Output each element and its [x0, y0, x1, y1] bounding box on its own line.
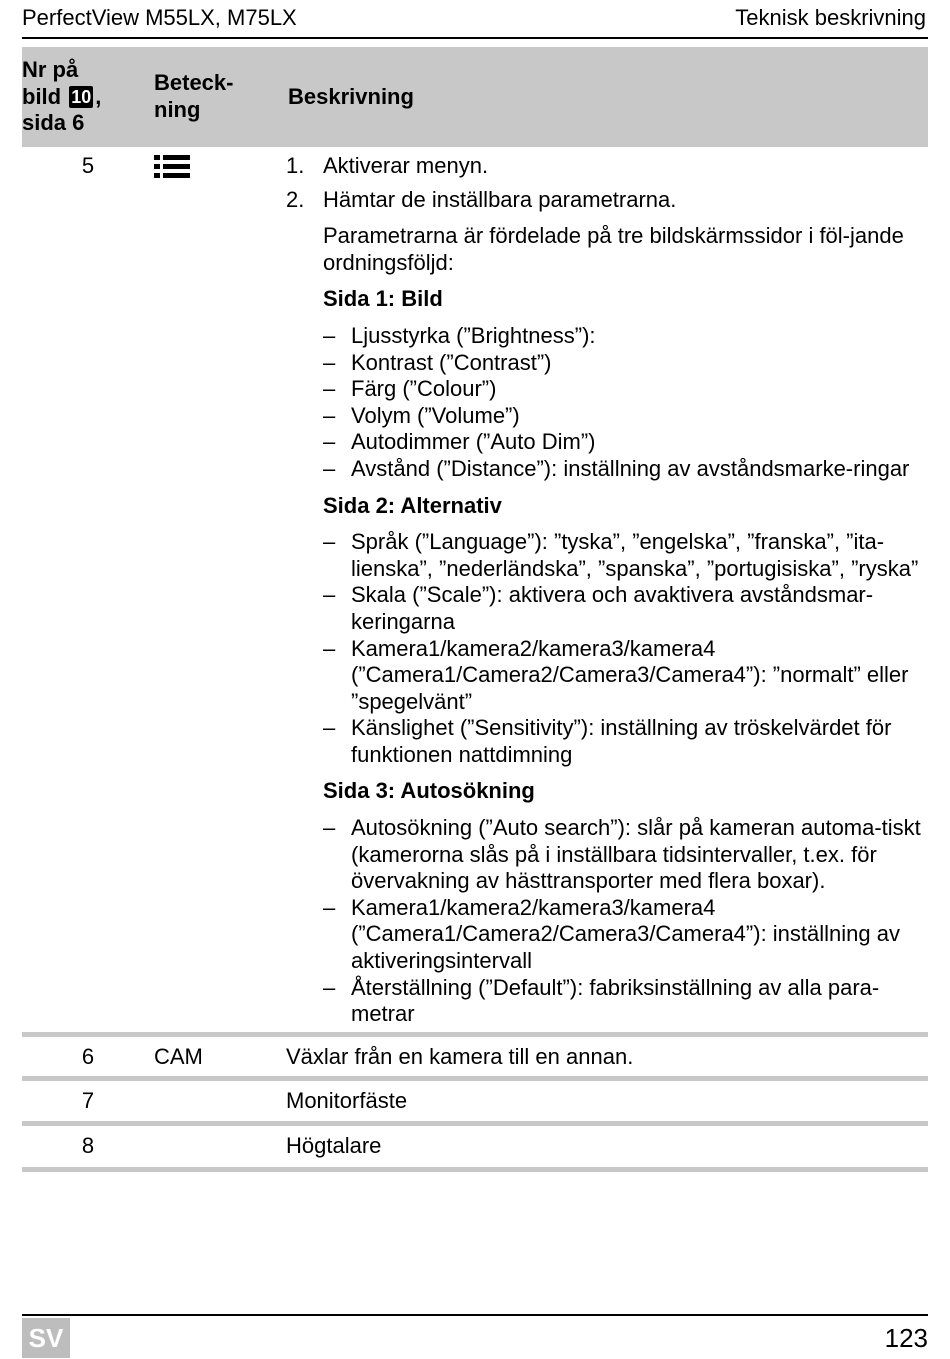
page1-list	[323, 323, 928, 483]
step-1-text: Aktiverar menyn.	[323, 153, 489, 178]
list-item: – Återställning (”Default”): fabriksinställning av alla para-metrar	[351, 975, 928, 1028]
step-1	[286, 153, 928, 180]
row7-designation	[154, 1079, 286, 1124]
list-item: – Autosökning (”Auto search”): slår på kameran automa-tiskt (kamerorna slås på i inställbara tidsintervaller, t.ex. för övervakning av hästtransporter med flera boxar).	[351, 815, 928, 895]
list-item: – Känslighet (”Sensitivity”): inställning av tröskelvärdet för funktionen nattdimning	[351, 715, 928, 768]
table-row-7	[22, 1079, 928, 1124]
header-rule	[22, 37, 928, 39]
list-item: – Skala (”Scale”): aktivera och avaktivera avståndsmar-keringarna	[351, 582, 928, 635]
list-item: – Kamera1/kamera2/kamera3/kamera4 (”Camera1/Camera2/Camera3/Camera4”): ”normalt” eller ”spegelvänt”	[351, 636, 928, 716]
list-item: – Ljusstyrka (”Brightness”):	[351, 323, 928, 350]
row8-number: 8	[22, 1124, 154, 1170]
col-header-nr-bild: bild	[22, 83, 62, 109]
row6-designation: CAM	[154, 1034, 286, 1079]
header-section-title: Teknisk beskrivning	[735, 5, 926, 30]
row7-description: Monitorfäste	[286, 1079, 928, 1124]
row6-number: 6	[22, 1034, 154, 1079]
col-header-desc-label: Beskrivning	[288, 83, 414, 109]
row8-description: Högtalare	[286, 1124, 928, 1170]
row7-number: 7	[22, 1079, 154, 1124]
col-header-nr-line2	[22, 84, 154, 111]
page3-heading: Sida 3: Autosökning	[323, 778, 535, 804]
table-header-row	[22, 47, 928, 147]
col-header-beteckning	[154, 47, 286, 147]
page2-list	[323, 529, 928, 768]
language-tab: SV	[22, 1318, 70, 1358]
col-header-beskrivning	[286, 47, 928, 147]
list-item: – Volym (”Volume”)	[351, 403, 928, 430]
page3-list	[323, 815, 928, 1028]
col-header-bet-line2: ning	[154, 97, 201, 122]
footer-rule	[22, 1314, 928, 1316]
row5-number: 5	[81, 153, 95, 178]
step-2-number: 2.	[286, 186, 305, 212]
figure-number-badge: 10	[71, 86, 92, 107]
row8-designation	[154, 1124, 286, 1170]
list-item: – Kontrast (”Contrast”)	[351, 350, 928, 377]
table-row-6	[22, 1034, 928, 1079]
list-item: – Autodimmer (”Auto Dim”)	[351, 429, 928, 456]
col-header-nr	[22, 47, 154, 147]
page2-heading: Sida 2: Alternativ	[323, 492, 502, 518]
page1-heading: Sida 1: Bild	[323, 286, 443, 312]
list-item: – Färg (”Colour”)	[351, 376, 928, 403]
step-1-number: 1.	[286, 153, 305, 178]
row6-description: Växlar från en kamera till en annan.	[286, 1034, 928, 1079]
table-row-5	[22, 147, 928, 1034]
spec-table	[22, 47, 928, 1172]
table-row-8	[22, 1124, 928, 1170]
col-header-nr-comma: ,	[95, 83, 102, 109]
step-2-text: Hämtar de inställbara parametrarna.	[323, 186, 677, 212]
intro-paragraph: Parametrarna är fördelade på tre bildskärmssidor i föl-jande ordningsföljd:	[323, 223, 904, 275]
list-item: – Språk (”Language”): ”tyska”, ”engelska”, ”franska”, ”ita-lienska”, ”nederländska”, ”spanska”, ”portugisiska”, ”ryska”	[351, 529, 928, 582]
col-header-bet-line1: Beteck-	[154, 70, 234, 96]
list-item: – Kamera1/kamera2/kamera3/kamera4 (”Camera1/Camera2/Camera3/Camera4”): inställning av aktiveringsintervall	[351, 895, 928, 975]
page-number: 123	[884, 1323, 928, 1353]
menu-list-icon	[154, 154, 190, 180]
list-item: – Avstånd (”Distance”): inställning av avståndsmarke-ringar	[351, 456, 928, 483]
row5-designation	[154, 147, 286, 1034]
step-2	[286, 187, 928, 214]
header-product-title: PerfectView M55LX, M75LX	[22, 5, 297, 30]
col-header-nr-line3: sida 6	[22, 110, 85, 136]
row5-description	[286, 147, 928, 1034]
col-header-nr-line1: Nr på	[22, 57, 79, 83]
